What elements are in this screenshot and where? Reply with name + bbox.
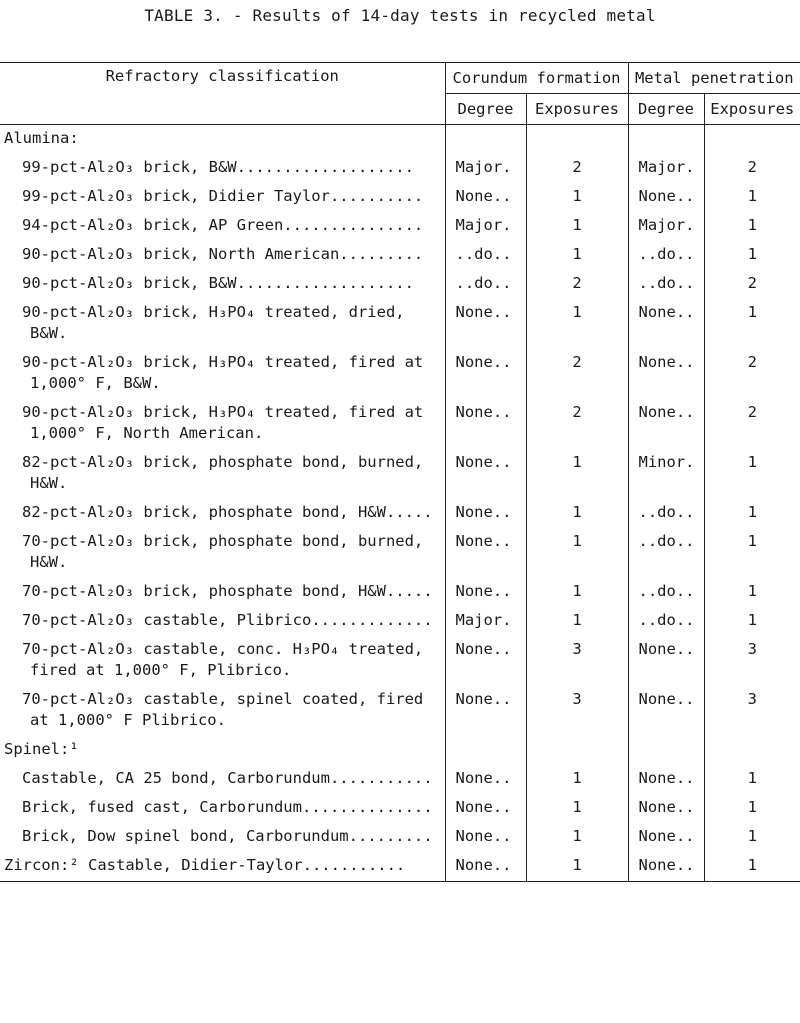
metal-degree: Major. <box>628 154 704 183</box>
refractory-label <box>0 183 445 212</box>
metal-degree: ..do.. <box>628 270 704 299</box>
table-row <box>0 212 800 241</box>
refractory-label <box>0 499 445 528</box>
corundum-degree: None.. <box>445 823 526 852</box>
refractory-name: 90-pct-Al₂O₃ brick, B&W................... <box>22 274 414 292</box>
refractory-name-cont: H&W. <box>30 553 68 571</box>
header-classification: Refractory classification <box>0 63 445 125</box>
corundum-exposures: 1 <box>526 528 628 578</box>
corundum-exposures: 2 <box>526 349 628 399</box>
refractory-label <box>0 349 445 399</box>
refractory-name-cont: fired at 1,000° F, Plibrico. <box>30 661 292 679</box>
metal-exposures: 3 <box>704 686 800 736</box>
refractory-name: 70-pct-Al₂O₃ castable, spinel coated, fired <box>22 690 424 708</box>
corundum-degree: ..do.. <box>445 241 526 270</box>
corundum-exposures: 1 <box>526 578 628 607</box>
metal-degree: None.. <box>628 399 704 449</box>
table-row <box>0 852 800 882</box>
metal-exposures: 1 <box>704 299 800 349</box>
corundum-degree: Major. <box>445 607 526 636</box>
metal-exposures: 1 <box>704 183 800 212</box>
header-corundum-exposures: Exposures <box>526 94 628 125</box>
corundum-exposures: 2 <box>526 270 628 299</box>
corundum-degree: None.. <box>445 499 526 528</box>
metal-exposures: 2 <box>704 270 800 299</box>
corundum-degree: ..do.. <box>445 270 526 299</box>
metal-degree: None.. <box>628 794 704 823</box>
corundum-degree: Major. <box>445 212 526 241</box>
table-body <box>0 125 800 882</box>
corundum-degree: None.. <box>445 794 526 823</box>
corundum-degree: None.. <box>445 399 526 449</box>
refractory-label <box>0 528 445 578</box>
table-row <box>0 349 800 399</box>
corundum-degree: None.. <box>445 449 526 499</box>
corundum-degree: Major. <box>445 154 526 183</box>
refractory-name: 90-pct-Al₂O₃ brick, H₃PO₄ treated, dried, <box>22 303 405 321</box>
table-row <box>0 578 800 607</box>
metal-degree: ..do.. <box>628 578 704 607</box>
table-row <box>0 794 800 823</box>
corundum-exposures: 1 <box>526 241 628 270</box>
corundum-exposures: 3 <box>526 636 628 686</box>
refractory-name-cont: 1,000° F, B&W. <box>30 374 161 392</box>
corundum-exposures: 1 <box>526 852 628 882</box>
refractory-label <box>0 607 445 636</box>
refractory-label <box>0 299 445 349</box>
metal-degree: None.. <box>628 823 704 852</box>
table-row <box>0 270 800 299</box>
corundum-degree: None.. <box>445 528 526 578</box>
metal-exposures: 1 <box>704 241 800 270</box>
metal-degree: None.. <box>628 765 704 794</box>
table-row <box>0 399 800 449</box>
refractory-label <box>0 794 445 823</box>
refractory-name: 90-pct-Al₂O₃ brick, North American......... <box>22 245 424 263</box>
section-row <box>0 125 800 155</box>
metal-degree: None.. <box>628 183 704 212</box>
metal-degree: Minor. <box>628 449 704 499</box>
refractory-name-cont: 1,000° F, North American. <box>30 424 264 442</box>
corundum-exposures: 1 <box>526 499 628 528</box>
refractory-label <box>0 212 445 241</box>
corundum-exposures: 1 <box>526 607 628 636</box>
section-label: Spinel:¹ <box>4 740 79 758</box>
corundum-exposures: 3 <box>526 686 628 736</box>
table-row <box>0 299 800 349</box>
metal-degree: None.. <box>628 636 704 686</box>
metal-exposures: 2 <box>704 399 800 449</box>
refractory-name: Castable, CA 25 bond, Carborundum........... <box>22 769 433 787</box>
table-row <box>0 183 800 212</box>
refractory-name: 99-pct-Al₂O₃ brick, Didier Taylor.......... <box>22 187 424 205</box>
metal-degree: None.. <box>628 299 704 349</box>
table-row <box>0 154 800 183</box>
metal-exposures: 1 <box>704 765 800 794</box>
section-label: Alumina: <box>4 129 79 147</box>
corundum-degree: None.. <box>445 578 526 607</box>
metal-exposures: 1 <box>704 823 800 852</box>
header-metal-degree: Degree <box>628 94 704 125</box>
refractory-label <box>0 765 445 794</box>
metal-degree: ..do.. <box>628 528 704 578</box>
refractory-name: 70-pct-Al₂O₃ castable, conc. H₃PO₄ treated, <box>22 640 424 658</box>
refractory-name: 90-pct-Al₂O₃ brick, H₃PO₄ treated, fired at <box>22 353 424 371</box>
metal-exposures: 1 <box>704 528 800 578</box>
corundum-degree: None.. <box>445 183 526 212</box>
metal-exposures: 1 <box>704 794 800 823</box>
corundum-exposures: 1 <box>526 765 628 794</box>
metal-exposures: 2 <box>704 349 800 399</box>
corundum-exposures: 2 <box>526 399 628 449</box>
table-row <box>0 686 800 736</box>
refractory-label <box>0 823 445 852</box>
refractory-name: 70-pct-Al₂O₃ brick, phosphate bond, H&W..... <box>22 582 433 600</box>
metal-degree: None.. <box>628 852 704 882</box>
refractory-label <box>0 241 445 270</box>
corundum-degree: None.. <box>445 686 526 736</box>
refractory-label <box>0 399 445 449</box>
refractory-name: 82-pct-Al₂O₃ brick, phosphate bond, burned, <box>22 453 424 471</box>
refractory-name: 90-pct-Al₂O₃ brick, H₃PO₄ treated, fired at <box>22 403 424 421</box>
table-row <box>0 449 800 499</box>
table-row <box>0 636 800 686</box>
table-row <box>0 607 800 636</box>
corundum-exposures: 1 <box>526 183 628 212</box>
refractory-name-cont: B&W. <box>30 324 68 342</box>
corundum-exposures: 1 <box>526 449 628 499</box>
refractory-name: 99-pct-Al₂O₃ brick, B&W................... <box>22 158 414 176</box>
table-title: TABLE 3. - Results of 14-day tests in recycled metal <box>144 6 656 25</box>
refractory-name: 94-pct-Al₂O₃ brick, AP Green............... <box>22 216 424 234</box>
metal-degree: None.. <box>628 686 704 736</box>
refractory-name: 70-pct-Al₂O₃ brick, phosphate bond, burned, <box>22 532 424 550</box>
corundum-degree: None.. <box>445 636 526 686</box>
corundum-exposures: 1 <box>526 794 628 823</box>
refractory-name-cont: H&W. <box>30 474 68 492</box>
table-row <box>0 528 800 578</box>
corundum-degree: None.. <box>445 852 526 882</box>
corundum-exposures: 1 <box>526 212 628 241</box>
refractory-label <box>0 270 445 299</box>
metal-exposures: 1 <box>704 578 800 607</box>
metal-degree: None.. <box>628 349 704 399</box>
metal-exposures: 1 <box>704 607 800 636</box>
refractory-name: 70-pct-Al₂O₃ castable, Plibrico............. <box>22 611 433 629</box>
table-row <box>0 765 800 794</box>
refractory-label <box>0 636 445 686</box>
table-row <box>0 499 800 528</box>
corundum-degree: None.. <box>445 765 526 794</box>
metal-degree: ..do.. <box>628 499 704 528</box>
refractory-name-cont: at 1,000° F Plibrico. <box>30 711 226 729</box>
corundum-degree: None.. <box>445 299 526 349</box>
header-metal-penetration: Metal penetration <box>628 63 800 94</box>
refractory-label <box>0 686 445 736</box>
corundum-exposures: 2 <box>526 154 628 183</box>
header-metal-exposures: Exposures <box>704 94 800 125</box>
refractory-label: Zircon:² Castable, Didier-Taylor........... <box>0 852 445 882</box>
refractory-label <box>0 578 445 607</box>
results-table <box>0 62 800 882</box>
corundum-degree: None.. <box>445 349 526 399</box>
metal-exposures: 1 <box>704 499 800 528</box>
metal-degree: Major. <box>628 212 704 241</box>
metal-exposures: 1 <box>704 449 800 499</box>
metal-degree: ..do.. <box>628 607 704 636</box>
section-row <box>0 736 800 765</box>
table-row <box>0 241 800 270</box>
metal-exposures: 3 <box>704 636 800 686</box>
table-row <box>0 823 800 852</box>
header-corundum-degree: Degree <box>445 94 526 125</box>
metal-exposures: 1 <box>704 852 800 882</box>
refractory-name: 82-pct-Al₂O₃ brick, phosphate bond, H&W..... <box>22 503 433 521</box>
metal-degree: ..do.. <box>628 241 704 270</box>
corundum-exposures: 1 <box>526 823 628 852</box>
refractory-name: Brick, Dow spinel bond, Carborundum......... <box>22 827 433 845</box>
corundum-exposures: 1 <box>526 299 628 349</box>
header-corundum-formation: Corundum formation <box>445 63 628 94</box>
metal-exposures: 1 <box>704 212 800 241</box>
metal-exposures: 2 <box>704 154 800 183</box>
refractory-name: Brick, fused cast, Carborundum.............. <box>22 798 433 816</box>
refractory-label <box>0 449 445 499</box>
refractory-label <box>0 154 445 183</box>
